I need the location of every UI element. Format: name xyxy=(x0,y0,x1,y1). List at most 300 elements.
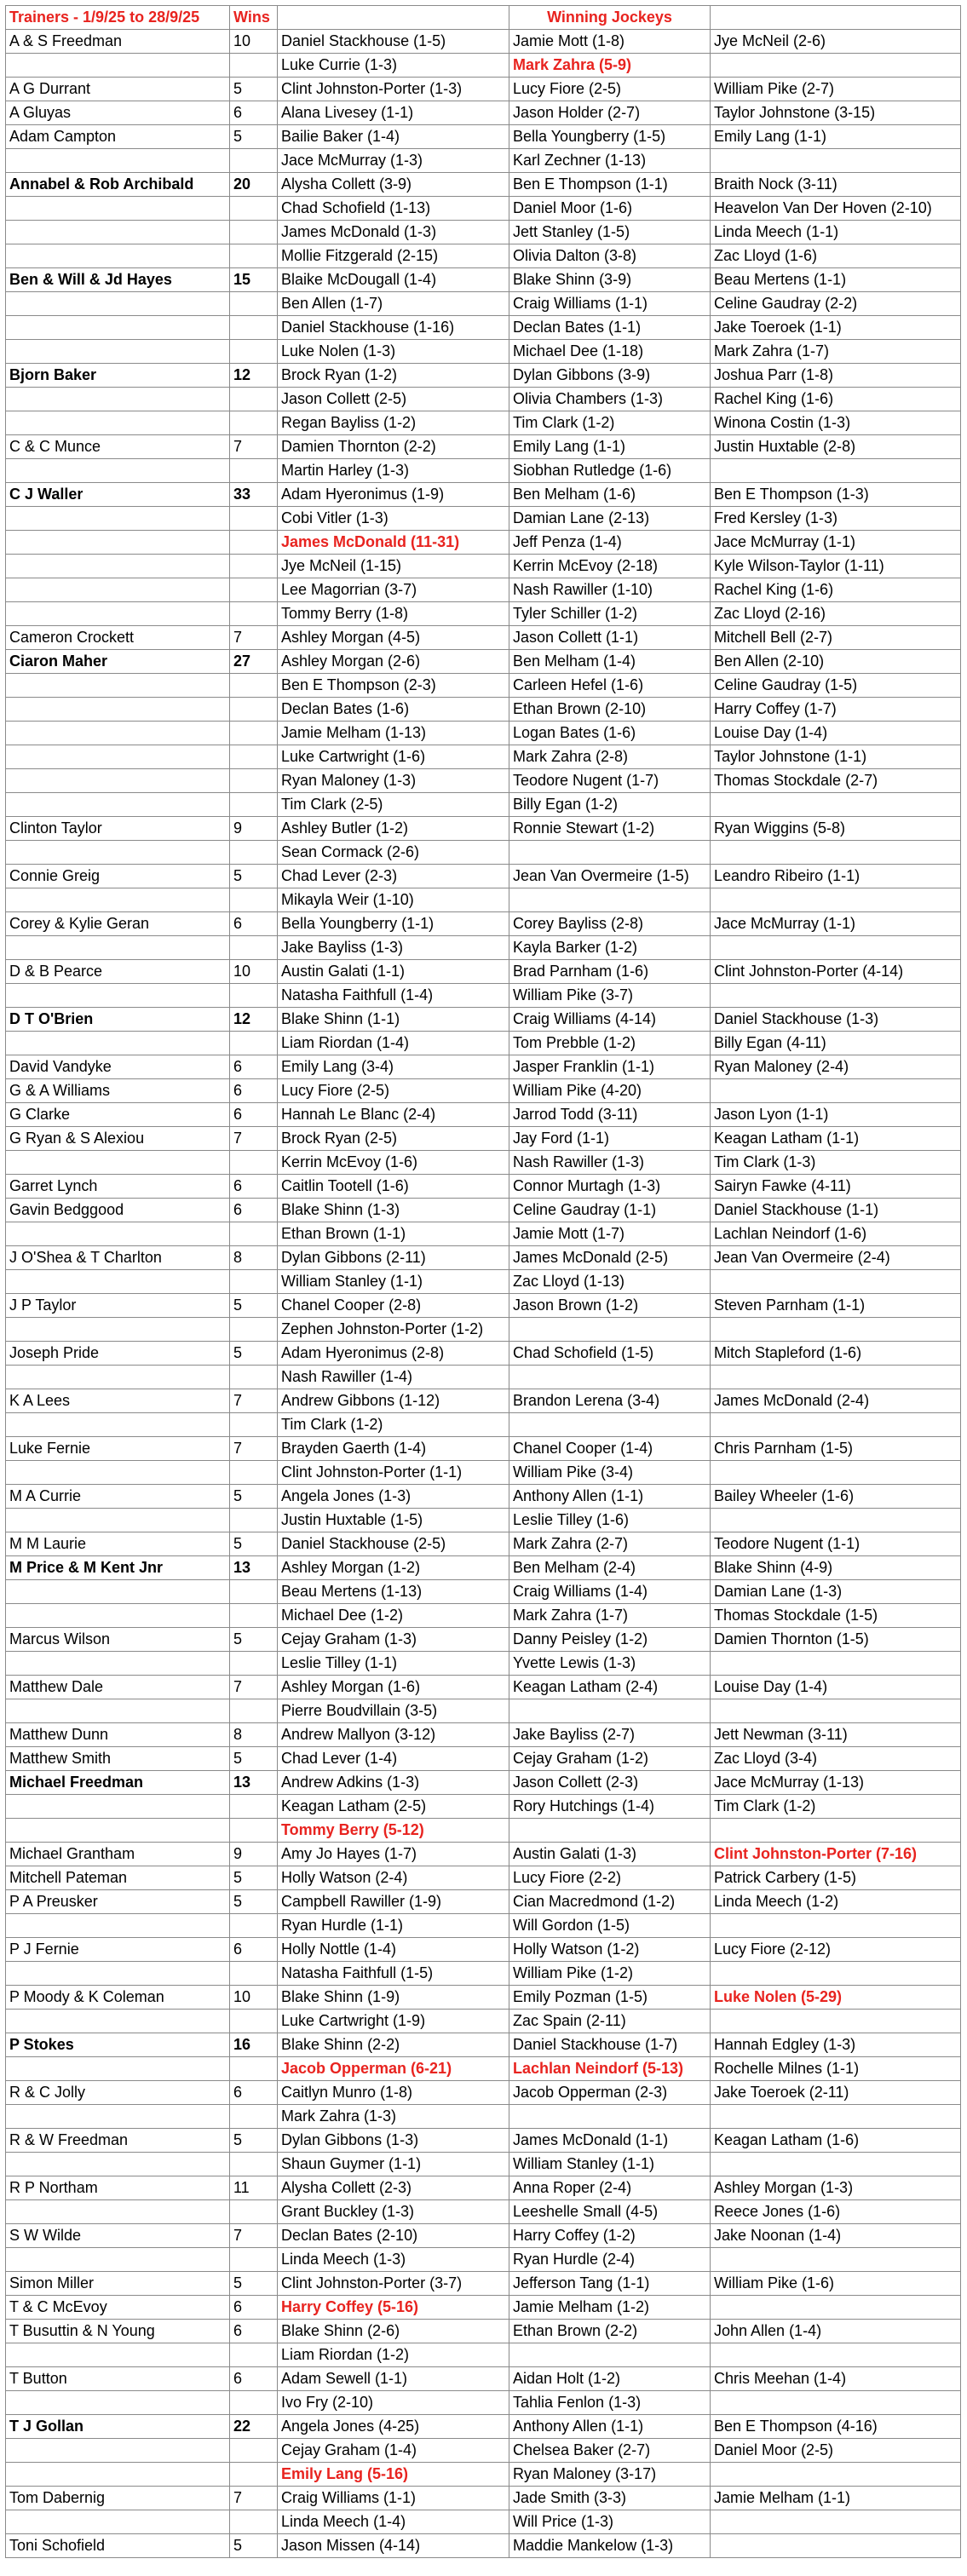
jockey-cell: James McDonald (1-3) xyxy=(278,221,509,244)
jockey-cell: Lucy Fiore (2-5) xyxy=(509,78,711,101)
wins-count xyxy=(230,411,278,435)
table-row xyxy=(6,125,961,149)
jockey-cell: Jason Collett (2-5) xyxy=(278,388,509,411)
jockey-cell: William Pike (3-7) xyxy=(509,984,711,1008)
trainer-name: G & A Williams xyxy=(6,1079,230,1103)
jockey-cell: Hannah Edgley (1-3) xyxy=(711,2033,961,2057)
wins-count: 7 xyxy=(230,626,278,650)
wins-count xyxy=(230,2200,278,2224)
jockey-cell: Mark Zahra (2-7) xyxy=(509,1532,711,1556)
jockey-cell: Jefferson Tang (1-1) xyxy=(509,2272,711,2296)
wins-count: 6 xyxy=(230,101,278,125)
table-row xyxy=(6,1389,961,1413)
wins-count xyxy=(230,531,278,555)
jockey-cell: Jarrod Todd (3-11) xyxy=(509,1103,711,1127)
jockey-cell: Tim Clark (2-5) xyxy=(278,793,509,817)
jockey-cell: Aidan Holt (1-2) xyxy=(509,2367,711,2391)
jockey-cell: Ben Melham (1-6) xyxy=(509,483,711,507)
wins-count xyxy=(230,1914,278,1938)
jockey-cell: Steven Parnham (1-1) xyxy=(711,1294,961,1318)
header-spacer xyxy=(278,6,509,30)
jockey-cell: Ashley Morgan (2-6) xyxy=(278,650,509,674)
jockey-cell: Thomas Stockdale (1-5) xyxy=(711,1604,961,1628)
jockey-cell: Billy Egan (1-2) xyxy=(509,793,711,817)
jockey-cell: Luke Nolen (5-29) xyxy=(711,1986,961,2010)
jockey-cell: Ethan Brown (2-2) xyxy=(509,2320,711,2343)
jockey-cell: Declan Bates (1-1) xyxy=(509,316,711,340)
jockey-cell: Mark Zahra (2-8) xyxy=(509,745,711,769)
trainer-name xyxy=(6,722,230,745)
jockey-cell: Dylan Gibbons (2-11) xyxy=(278,1246,509,1270)
wins-count: 22 xyxy=(230,2415,278,2439)
table-row xyxy=(6,1819,961,1843)
trainer-name xyxy=(6,2200,230,2224)
table-row xyxy=(6,1270,961,1294)
jockey-cell: Jake Toeroek (2-11) xyxy=(711,2081,961,2105)
trainer-name: Gavin Bedggood xyxy=(6,1199,230,1222)
jockey-cell: Carleen Hefel (1-6) xyxy=(509,674,711,698)
wins-count xyxy=(230,340,278,364)
jockey-cell xyxy=(711,2534,961,2558)
jockey-cell: Jett Stanley (1-5) xyxy=(509,221,711,244)
wins-count xyxy=(230,1795,278,1819)
trainer-name xyxy=(6,1652,230,1676)
jockey-cell: Ashley Morgan (1-3) xyxy=(711,2176,961,2200)
jockey-cell: Teodore Nugent (1-7) xyxy=(509,769,711,793)
jockey-cell: Tyler Schiller (1-2) xyxy=(509,602,711,626)
table-row xyxy=(6,1652,961,1676)
trainer-name xyxy=(6,769,230,793)
trainer-name xyxy=(6,1580,230,1604)
jockey-cell: Ashley Butler (1-2) xyxy=(278,817,509,841)
jockey-cell: Tim Clark (1-2) xyxy=(509,411,711,435)
jockey-cell: Zac Spain (2-11) xyxy=(509,2010,711,2033)
jockey-cell: Clint Johnston-Porter (7-16) xyxy=(711,1843,961,1866)
jockey-cell: Emily Lang (1-1) xyxy=(711,125,961,149)
wins-count: 7 xyxy=(230,1676,278,1699)
table-row xyxy=(6,1222,961,1246)
jockey-cell: Thomas Stockdale (2-7) xyxy=(711,769,961,793)
jockey-cell: Blake Shinn (3-9) xyxy=(509,268,711,292)
trainer-name xyxy=(6,1914,230,1938)
jockey-cell xyxy=(711,1318,961,1342)
jockey-cell xyxy=(711,2463,961,2487)
wins-count: 6 xyxy=(230,1938,278,1962)
trainer-name xyxy=(6,149,230,173)
trainer-name xyxy=(6,578,230,602)
trainer-name: Matthew Dunn xyxy=(6,1723,230,1747)
jockey-cell: Ryan Hurdle (1-1) xyxy=(278,1914,509,1938)
jockey-cell: Siobhan Rutledge (1-6) xyxy=(509,459,711,483)
jockey-cell: Cejay Graham (1-3) xyxy=(278,1628,509,1652)
jockey-cell: Holly Watson (2-4) xyxy=(278,1866,509,1890)
jockey-cell: Ethan Brown (2-10) xyxy=(509,698,711,722)
jockey-cell: Sairyn Fawke (4-11) xyxy=(711,1175,961,1199)
jockey-cell: Linda Meech (1-3) xyxy=(278,2248,509,2272)
trainer-name xyxy=(6,1270,230,1294)
jockey-cell: Pierre Boudvillain (3-5) xyxy=(278,1699,509,1723)
jockey-cell: Keagan Latham (1-1) xyxy=(711,1127,961,1151)
jockey-cell: Lee Magorrian (3-7) xyxy=(278,578,509,602)
table-row xyxy=(6,316,961,340)
table-row xyxy=(6,54,961,78)
wins-count xyxy=(230,2248,278,2272)
jockey-cell: Natasha Faithfull (1-4) xyxy=(278,984,509,1008)
jockey-cell xyxy=(509,1318,711,1342)
trainer-name: J P Taylor xyxy=(6,1294,230,1318)
jockey-cell: Jye McNeil (1-15) xyxy=(278,555,509,578)
trainer-name: A G Durrant xyxy=(6,78,230,101)
wins-count: 7 xyxy=(230,435,278,459)
trainer-name: Joseph Pride xyxy=(6,1342,230,1366)
jockey-cell: Lucy Fiore (2-5) xyxy=(278,1079,509,1103)
jockey-cell: Rochelle Milnes (1-1) xyxy=(711,2057,961,2081)
table-row xyxy=(6,698,961,722)
trainer-name xyxy=(6,2391,230,2415)
jockey-cell xyxy=(711,459,961,483)
jockey-cell: Yvette Lewis (1-3) xyxy=(509,1652,711,1676)
wins-count: 6 xyxy=(230,1199,278,1222)
table-row xyxy=(6,1532,961,1556)
jockey-cell xyxy=(711,1366,961,1389)
table-row xyxy=(6,507,961,531)
jockey-cell: Daniel Stackhouse (1-5) xyxy=(278,30,509,54)
wins-count xyxy=(230,578,278,602)
wins-count xyxy=(230,984,278,1008)
jockey-cell: Holly Nottle (1-4) xyxy=(278,1938,509,1962)
table-row xyxy=(6,1342,961,1366)
jockey-cell: Lachlan Neindorf (1-6) xyxy=(711,1222,961,1246)
jockey-cell: Chelsea Baker (2-7) xyxy=(509,2439,711,2463)
trainer-name: Cameron Crockett xyxy=(6,626,230,650)
wins-count: 10 xyxy=(230,30,278,54)
jockey-cell: Tim Clark (1-3) xyxy=(711,1151,961,1175)
header-spacer xyxy=(711,6,961,30)
trainer-name: M M Laurie xyxy=(6,1532,230,1556)
jockey-cell: Braith Nock (3-11) xyxy=(711,173,961,197)
table-row xyxy=(6,1055,961,1079)
trainer-name: Bjorn Baker xyxy=(6,364,230,388)
trainer-name xyxy=(6,1032,230,1055)
jockey-cell: Zac Lloyd (2-16) xyxy=(711,602,961,626)
trainer-name: C J Waller xyxy=(6,483,230,507)
table-row xyxy=(6,769,961,793)
jockey-cell: Linda Meech (1-1) xyxy=(711,221,961,244)
table-row xyxy=(6,1843,961,1866)
trainer-name xyxy=(6,1151,230,1175)
jockey-cell: Holly Watson (1-2) xyxy=(509,1938,711,1962)
table-row xyxy=(6,1318,961,1342)
wins-count: 6 xyxy=(230,912,278,936)
jockey-cell: Austin Galati (1-1) xyxy=(278,960,509,984)
jockey-cell: Fred Kersley (1-3) xyxy=(711,507,961,531)
jockey-cell xyxy=(711,2153,961,2176)
wins-count xyxy=(230,459,278,483)
jockey-cell: Daniel Stackhouse (2-5) xyxy=(278,1532,509,1556)
jockey-cell: Corey Bayliss (2-8) xyxy=(509,912,711,936)
jockey-cell: Ryan Maloney (1-3) xyxy=(278,769,509,793)
table-row xyxy=(6,888,961,912)
table-row xyxy=(6,912,961,936)
jockey-cell: Brock Ryan (1-2) xyxy=(278,364,509,388)
jockey-cell: William Pike (2-7) xyxy=(711,78,961,101)
wins-count: 12 xyxy=(230,364,278,388)
jockey-cell: Tim Clark (1-2) xyxy=(711,1795,961,1819)
jockey-cell: Jace McMurray (1-13) xyxy=(711,1771,961,1795)
jockey-cell: Mark Zahra (1-7) xyxy=(509,1604,711,1628)
jockey-cell: Blaike McDougall (1-4) xyxy=(278,268,509,292)
jockey-cell xyxy=(509,2343,711,2367)
jockey-cell xyxy=(509,1819,711,1843)
table-row xyxy=(6,1938,961,1962)
wins-count xyxy=(230,1604,278,1628)
jockey-cell: Chris Meehan (1-4) xyxy=(711,2367,961,2391)
table-header-row xyxy=(6,6,961,30)
table-row xyxy=(6,268,961,292)
table-row xyxy=(6,2487,961,2510)
wins-count xyxy=(230,1318,278,1342)
jockey-cell: Leeshelle Small (4-5) xyxy=(509,2200,711,2224)
wins-count xyxy=(230,1366,278,1389)
table-row xyxy=(6,340,961,364)
trainer-name: R P Northam xyxy=(6,2176,230,2200)
trainer-name xyxy=(6,936,230,960)
jockey-cell: Nash Rawiller (1-10) xyxy=(509,578,711,602)
jockey-cell: William Pike (1-6) xyxy=(711,2272,961,2296)
wins-count xyxy=(230,54,278,78)
jockey-cell: Campbell Rawiller (1-9) xyxy=(278,1890,509,1914)
jockey-cell: Kerrin McEvoy (2-18) xyxy=(509,555,711,578)
table-row xyxy=(6,364,961,388)
trainer-name: P J Fernie xyxy=(6,1938,230,1962)
jockey-cell: Billy Egan (4-11) xyxy=(711,1032,961,1055)
jockey-cell: William Stanley (1-1) xyxy=(509,2153,711,2176)
jockey-cell: Liam Riordan (1-4) xyxy=(278,1032,509,1055)
jockey-cell: Caitlyn Munro (1-8) xyxy=(278,2081,509,2105)
wins-count xyxy=(230,1270,278,1294)
table-row xyxy=(6,555,961,578)
trainer-name: T Button xyxy=(6,2367,230,2391)
jockey-cell: Blake Shinn (1-9) xyxy=(278,1986,509,2010)
jockey-cell: Logan Bates (1-6) xyxy=(509,722,711,745)
jockey-cell: Alysha Collett (2-3) xyxy=(278,2176,509,2200)
table-row xyxy=(6,2463,961,2487)
wins-count: 10 xyxy=(230,960,278,984)
jockey-cell xyxy=(711,1652,961,1676)
trainer-name: Tom Dabernig xyxy=(6,2487,230,2510)
jockey-cell: Justin Huxtable (1-5) xyxy=(278,1509,509,1532)
wins-count xyxy=(230,316,278,340)
jockey-cell: Ashley Morgan (1-6) xyxy=(278,1676,509,1699)
jockey-cell xyxy=(509,841,711,865)
table-row xyxy=(6,2320,961,2343)
jockey-cell: Brandon Lerena (3-4) xyxy=(509,1389,711,1413)
table-row xyxy=(6,2081,961,2105)
jockey-cell: Bella Youngberry (1-1) xyxy=(278,912,509,936)
table-row xyxy=(6,459,961,483)
wins-count xyxy=(230,292,278,316)
wins-count: 5 xyxy=(230,1532,278,1556)
wins-count: 5 xyxy=(230,1342,278,1366)
jockey-cell: Natasha Faithfull (1-5) xyxy=(278,1962,509,1986)
jockey-cell: Justin Huxtable (2-8) xyxy=(711,435,961,459)
jockey-cell: Damien Thornton (1-5) xyxy=(711,1628,961,1652)
wins-count: 5 xyxy=(230,1294,278,1318)
jockey-cell: Craig Williams (1-1) xyxy=(509,292,711,316)
jockey-cell xyxy=(711,888,961,912)
wins-count xyxy=(230,2010,278,2033)
wins-count: 13 xyxy=(230,1771,278,1795)
wins-count xyxy=(230,244,278,268)
jockey-cell: Taylor Johnstone (3-15) xyxy=(711,101,961,125)
wins-count xyxy=(230,1699,278,1723)
trainer-name: S W Wilde xyxy=(6,2224,230,2248)
jockey-cell: William Stanley (1-1) xyxy=(278,1270,509,1294)
jockey-cell: Ben Allen (1-7) xyxy=(278,292,509,316)
table-row xyxy=(6,674,961,698)
wins-count xyxy=(230,698,278,722)
trainer-name xyxy=(6,2153,230,2176)
jockey-cell xyxy=(711,1819,961,1843)
wins-count xyxy=(230,841,278,865)
table-row xyxy=(6,149,961,173)
table-row xyxy=(6,1461,961,1485)
jockey-cell: Leslie Tilley (1-1) xyxy=(278,1652,509,1676)
jockey-cell: Zac Lloyd (1-6) xyxy=(711,244,961,268)
wins-count xyxy=(230,1032,278,1055)
wins-count xyxy=(230,1222,278,1246)
jockey-cell: Caitlin Tootell (1-6) xyxy=(278,1175,509,1199)
jockey-cell: Tim Clark (1-2) xyxy=(278,1413,509,1437)
trainers-period-header: Trainers - 1/9/25 to 28/9/25 xyxy=(6,6,230,30)
wins-count: 27 xyxy=(230,650,278,674)
table-row xyxy=(6,1032,961,1055)
jockey-cell: Harry Coffey (5-16) xyxy=(278,2296,509,2320)
table-row xyxy=(6,1008,961,1032)
wins-count: 5 xyxy=(230,78,278,101)
table-row xyxy=(6,2296,961,2320)
trainer-name xyxy=(6,1819,230,1843)
jockey-cell: Ben Melham (2-4) xyxy=(509,1556,711,1580)
table-row xyxy=(6,1986,961,2010)
wins-count: 6 xyxy=(230,1079,278,1103)
trainer-name: Luke Fernie xyxy=(6,1437,230,1461)
wins-count xyxy=(230,1461,278,1485)
table-row xyxy=(6,1795,961,1819)
table-row xyxy=(6,2343,961,2367)
jockey-cell: Ronnie Stewart (1-2) xyxy=(509,817,711,841)
jockey-cell: James McDonald (2-5) xyxy=(509,1246,711,1270)
jockey-cell xyxy=(711,2105,961,2129)
wins-count xyxy=(230,602,278,626)
jockey-cell: Daniel Stackhouse (1-16) xyxy=(278,316,509,340)
jockey-cell: Clint Johnston-Porter (3-7) xyxy=(278,2272,509,2296)
trainer-name xyxy=(6,221,230,244)
jockey-cell xyxy=(711,1413,961,1437)
wins-count: 5 xyxy=(230,1747,278,1771)
jockey-cell: Leandro Ribeiro (1-1) xyxy=(711,865,961,888)
trainer-name xyxy=(6,555,230,578)
trainer-name: Adam Campton xyxy=(6,125,230,149)
jockey-cell xyxy=(711,793,961,817)
wins-count: 5 xyxy=(230,2272,278,2296)
jockey-cell xyxy=(711,149,961,173)
table-row xyxy=(6,531,961,555)
jockey-cell: Jamie Mott (1-7) xyxy=(509,1222,711,1246)
jockey-cell: Connor Murtagh (1-3) xyxy=(509,1175,711,1199)
jockey-cell: Ben E Thompson (1-1) xyxy=(509,173,711,197)
wins-count: 7 xyxy=(230,1437,278,1461)
table-row xyxy=(6,1580,961,1604)
trainer-name: Annabel & Rob Archibald xyxy=(6,173,230,197)
jockey-cell: Kyle Wilson-Taylor (1-11) xyxy=(711,555,961,578)
jockey-cell: Brayden Gaerth (1-4) xyxy=(278,1437,509,1461)
jockey-cell: Damian Lane (1-3) xyxy=(711,1580,961,1604)
wins-count xyxy=(230,507,278,531)
jockey-cell: Clint Johnston-Porter (1-1) xyxy=(278,1461,509,1485)
jockey-cell: Winona Costin (1-3) xyxy=(711,411,961,435)
trainer-name: Simon Miller xyxy=(6,2272,230,2296)
jockey-cell xyxy=(711,1270,961,1294)
trainer-name: Corey & Kylie Geran xyxy=(6,912,230,936)
jockey-cell: Sean Cormack (2-6) xyxy=(278,841,509,865)
wins-count: 13 xyxy=(230,1556,278,1580)
jockey-cell: Reece Jones (1-6) xyxy=(711,2200,961,2224)
jockey-cell: Michael Dee (1-18) xyxy=(509,340,711,364)
jockey-cell: Clint Johnston-Porter (1-3) xyxy=(278,78,509,101)
jockey-cell xyxy=(509,1413,711,1437)
wins-count xyxy=(230,1962,278,1986)
jockey-cell xyxy=(711,54,961,78)
jockey-cell: William Pike (4-20) xyxy=(509,1079,711,1103)
wins-count xyxy=(230,1819,278,1843)
jockey-cell: Jace McMurray (1-3) xyxy=(278,149,509,173)
wins-count: 20 xyxy=(230,173,278,197)
trainer-name xyxy=(6,2010,230,2033)
jockey-cell: Leslie Tilley (1-6) xyxy=(509,1509,711,1532)
wins-count: 6 xyxy=(230,1175,278,1199)
trainer-name xyxy=(6,1222,230,1246)
jockey-cell: Shaun Guymer (1-1) xyxy=(278,2153,509,2176)
trainer-name: M A Currie xyxy=(6,1485,230,1509)
trainer-name xyxy=(6,1366,230,1389)
jockey-cell: Beau Mertens (1-1) xyxy=(711,268,961,292)
wins-count: 7 xyxy=(230,2224,278,2248)
trainer-name xyxy=(6,197,230,221)
table-body xyxy=(6,30,961,2558)
table-row xyxy=(6,2415,961,2439)
jockey-cell: Jason Collett (2-3) xyxy=(509,1771,711,1795)
jockey-cell: Grant Buckley (1-3) xyxy=(278,2200,509,2224)
jockey-cell: Amy Jo Hayes (1-7) xyxy=(278,1843,509,1866)
trainer-name xyxy=(6,841,230,865)
trainer-name: T Busuttin & N Young xyxy=(6,2320,230,2343)
jockey-cell: Bailey Wheeler (1-6) xyxy=(711,1485,961,1509)
table-row xyxy=(6,2367,961,2391)
trainer-name xyxy=(6,1699,230,1723)
table-row xyxy=(6,1175,961,1199)
table-row xyxy=(6,173,961,197)
jockey-cell: Ashley Morgan (4-5) xyxy=(278,626,509,650)
wins-count xyxy=(230,888,278,912)
jockey-cell: Jake Noonan (1-4) xyxy=(711,2224,961,2248)
jockey-cell: Nash Rawiller (1-4) xyxy=(278,1366,509,1389)
wins-count: 9 xyxy=(230,1843,278,1866)
table-row xyxy=(6,960,961,984)
jockey-cell: Mollie Fitzgerald (2-15) xyxy=(278,244,509,268)
trainer-name: Matthew Dale xyxy=(6,1676,230,1699)
jockey-cell: Jade Smith (3-3) xyxy=(509,2487,711,2510)
